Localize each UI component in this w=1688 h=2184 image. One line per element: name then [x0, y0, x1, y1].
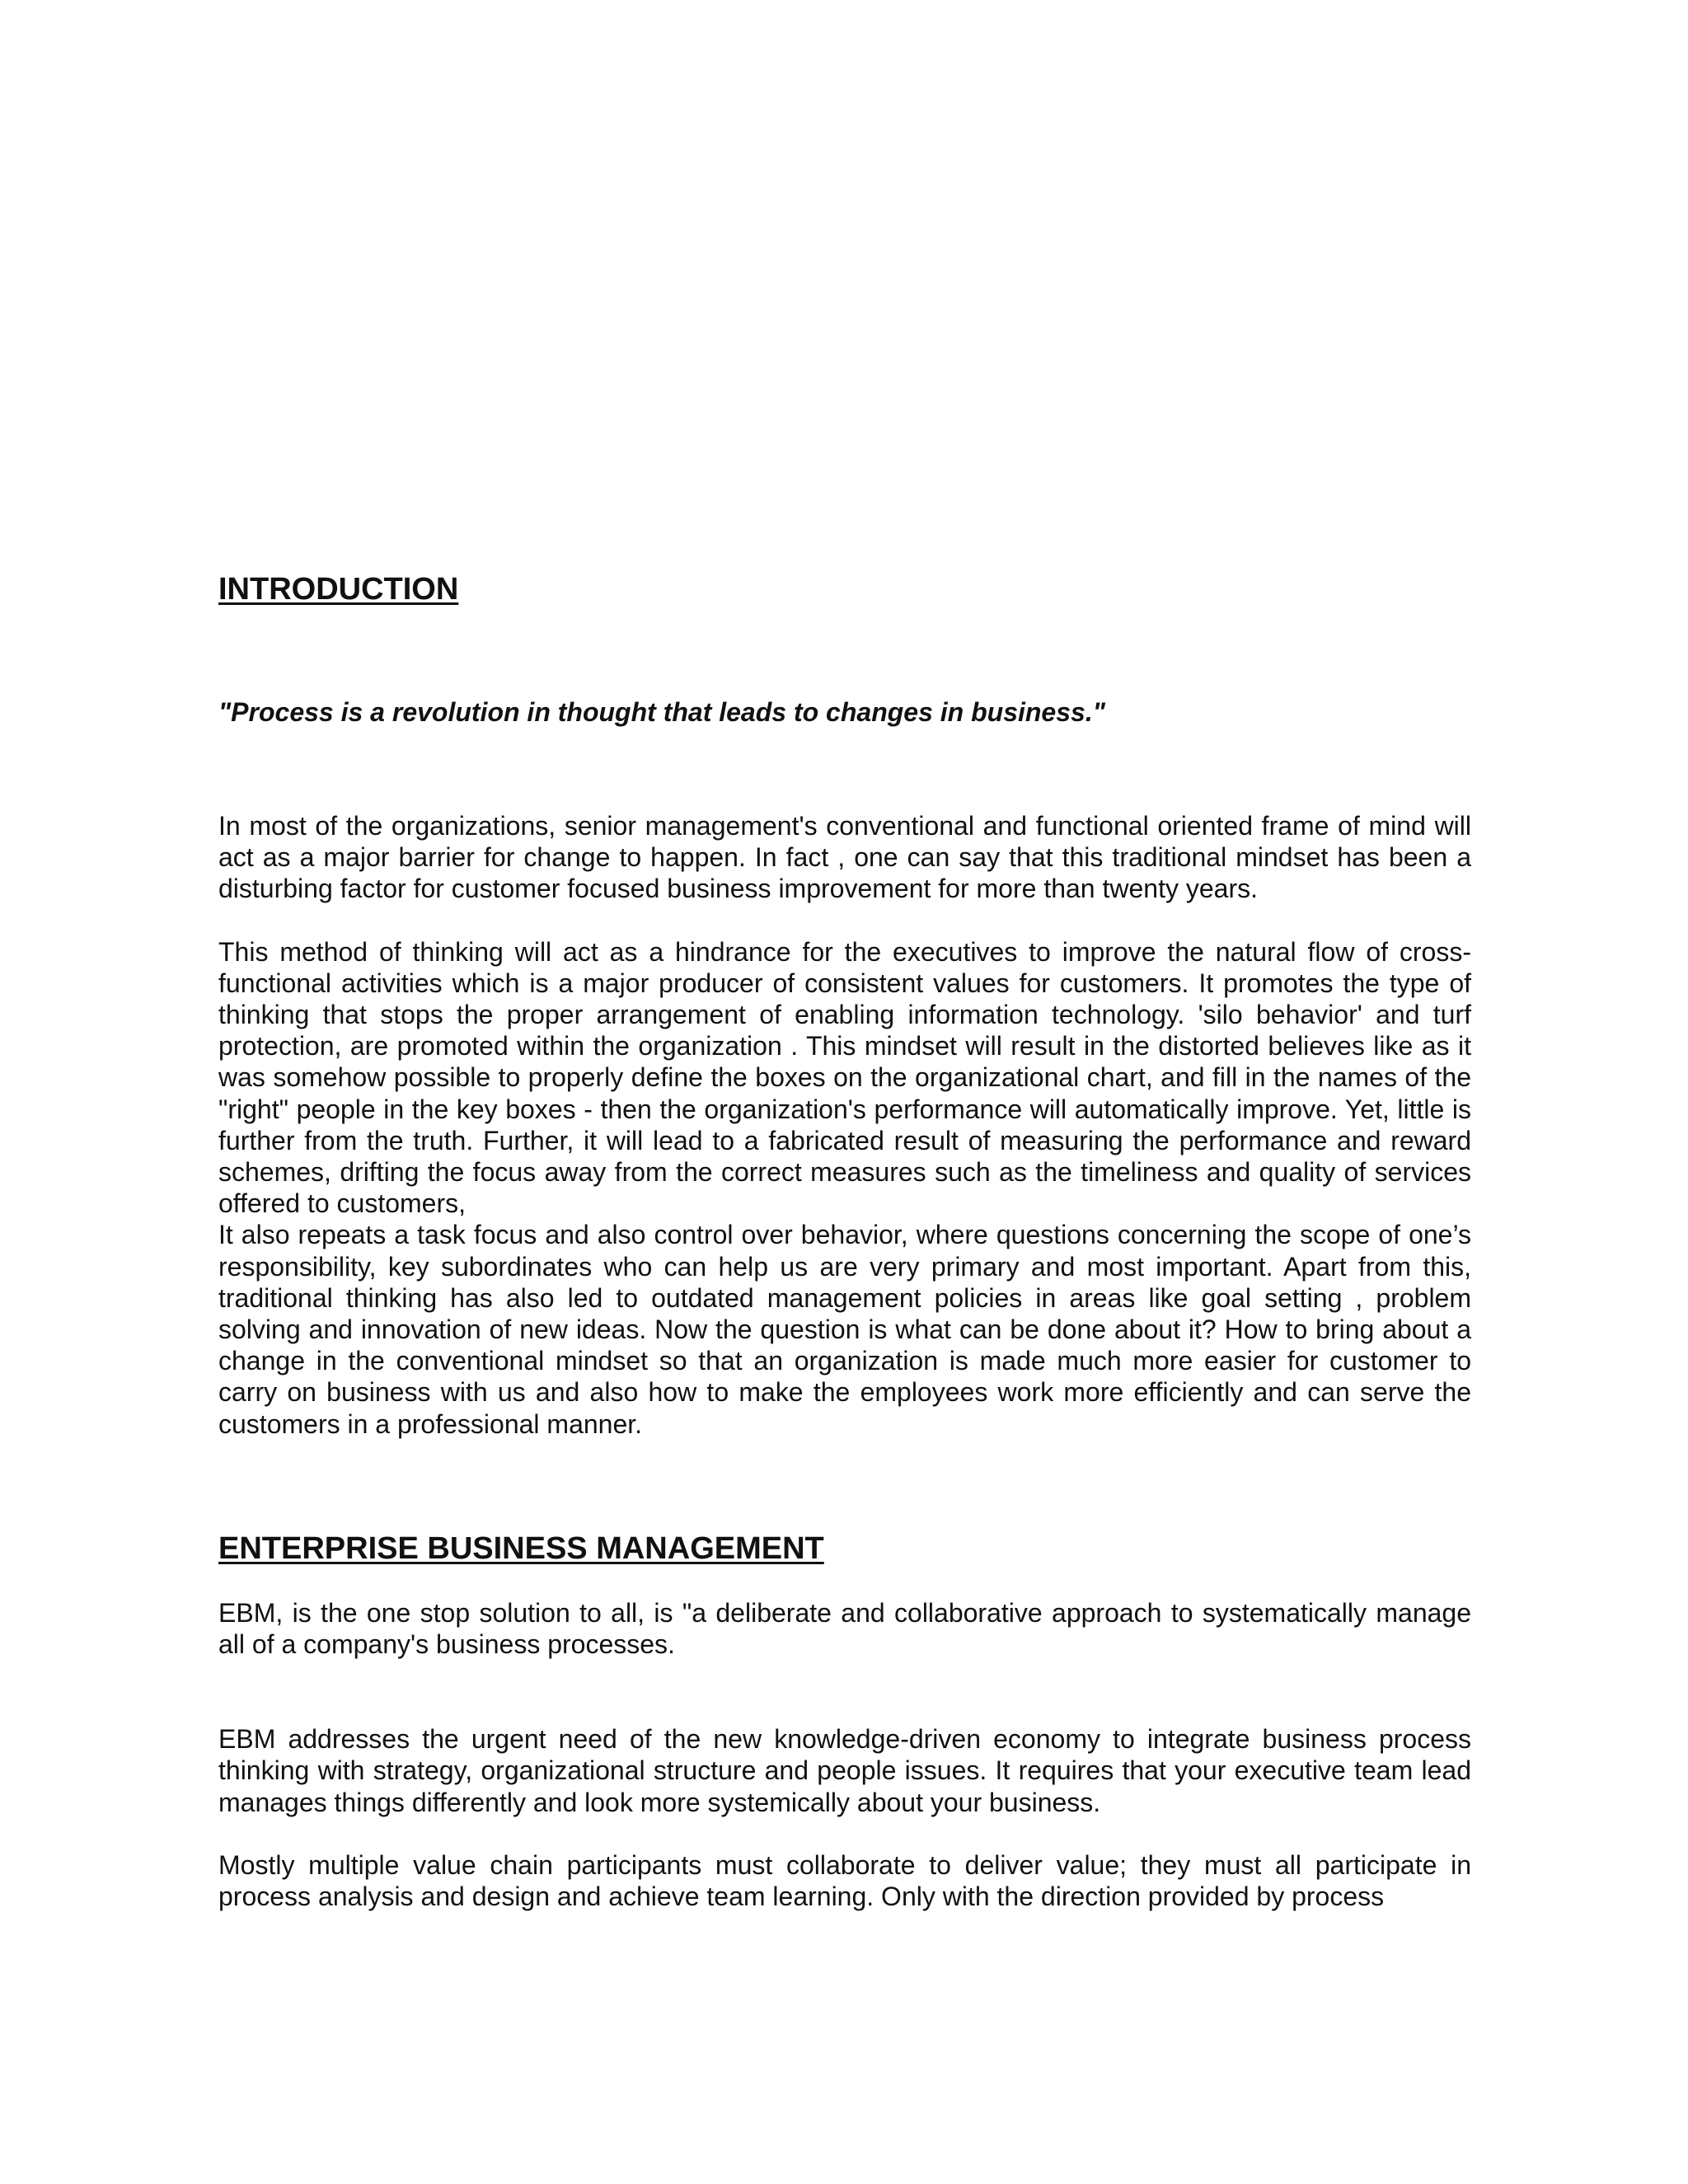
- quote-block: [218, 696, 1471, 728]
- section-heading-ebm: ENTERPRISE BUSINESS MANAGEMENT: [218, 1530, 824, 1566]
- ebm-paragraph-2: EBM addresses the urgent need of the new knowledge-driven economy to integrate business process thinking with strategy, organizational structure and people issues. It requires that your executive team lead manages things differently and look more systemically about your business.: [218, 1724, 1471, 1817]
- intro-paragraph-3: It also repeats a task focus and also control over behavior, where questions concerning the scope of one’s responsibility, key subordinates who can help us are very primary and most important. Apart from this, traditional thinking has also led to outdated management policies in areas like goal setting , problem solving and innovation of new ideas. Now the question is what can be done about it? How to bring about a change in the conventional mindset so that an organization is made much more easier for customer to carry on business with us and also how to make the employees work more efficiently and can serve the customers in a professional manner.: [218, 1220, 1471, 1439]
- document-body: [218, 571, 1471, 1912]
- ebm-paragraph-1: EBM, is the one stop solution to all, is "a deliberate and collaborative approach to systematically manage all of a company's business processes.: [218, 1597, 1471, 1660]
- ebm-paragraph-3: Mostly multiple value chain participants must collaborate to deliver value; they must all participate in process analysis and design and achieve team learning. Only with the direction provided by process: [218, 1849, 1471, 1912]
- intro-paragraph-1: In most of the organizations, senior management's conventional and functional oriented frame of mind will act as a major barrier for change to happen. In fact , one can say that this traditional mindset has been a disturbing factor for customer focused business improvement for more than twenty years.: [218, 811, 1471, 904]
- intro-paragraph-2: This method of thinking will act as a hindrance for the executives to improve the natural flow of cross-functional activities which is a major producer of consistent values for customers. It promotes the type of thinking that stops the proper arrangement of enabling information technology. 'silo behavior' and turf protection, are promoted within the organization . This mindset will result in the distorted believes like as it was somehow possible to properly define the boxes on the organizational chart, and fill in the names of the "right" people in the key boxes - then the organization's performance will automatically improve. Yet, little is further from the truth. Further, it will lead to a fabricated result of measuring the performance and reward schemes, drifting the focus away from the correct measures such as the timeliness and quality of services offered to customers,: [218, 936, 1471, 1219]
- intro-quote: "Process is a revolution in thought that leads to changes in business.": [218, 697, 1105, 727]
- section-heading-introduction: INTRODUCTION: [218, 572, 459, 607]
